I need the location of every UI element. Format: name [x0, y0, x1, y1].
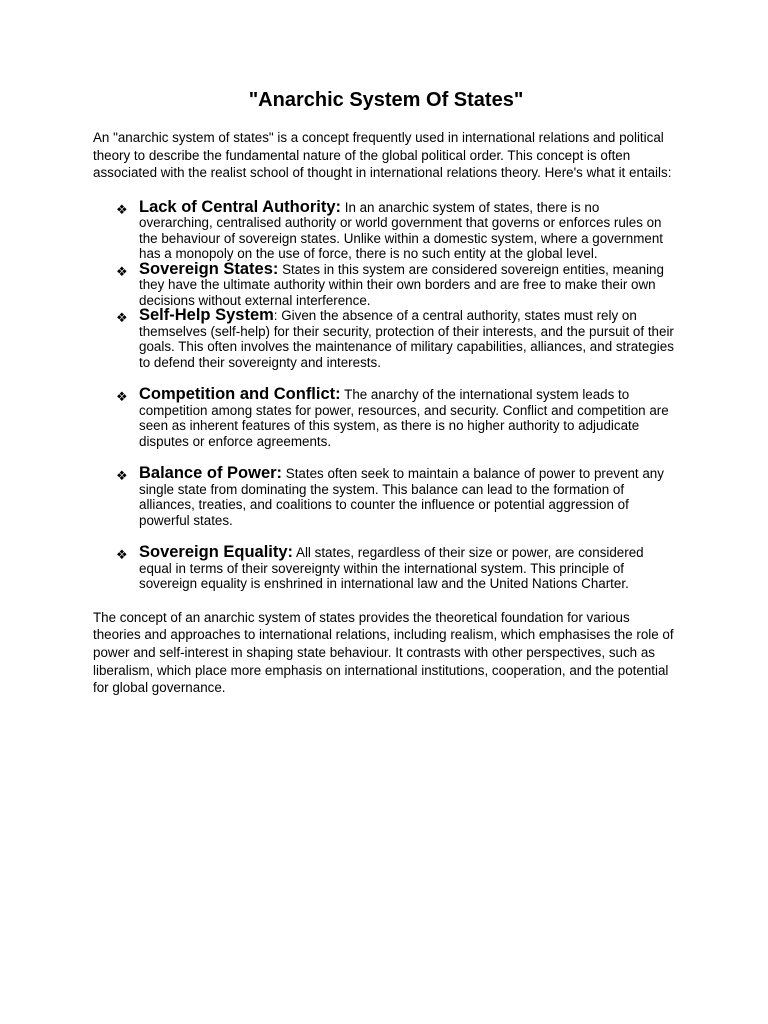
list-item-term: Lack of Central Authority:: [139, 197, 341, 216]
list-item-term: Balance of Power:: [139, 464, 283, 483]
diamond-bullet-icon: ❖: [116, 468, 128, 484]
diamond-bullet-icon: ❖: [116, 201, 128, 217]
conclusion-paragraph: The concept of an anarchic system of states provides the theoretical foundation for various theories and approaches to international relations, including realism, which emphasises the role of power and self-interest in shaping state behaviour. It contrasts with other perspectives, such as liberalism, which place more emphasis on international institutions, cooperation, and the potential for global governance.: [93, 609, 674, 696]
list-item-term: Sovereign States:: [139, 259, 279, 278]
diamond-bullet-icon: ❖: [116, 310, 128, 326]
list-item-term: Sovereign Equality:: [139, 543, 294, 562]
list-item-text: In an anarchic system of states, there is no overarching, centralised authority or world government that governs or enforces rules on the behaviour of sovereign states. Unlike within a domestic system, where a government has a monopoly on the use of force, there is no such entity at the global level.: [139, 199, 663, 262]
list-item-term: Competition and Conflict:: [139, 385, 341, 404]
list-item: [93, 197, 675, 262]
diamond-bullet-icon: ❖: [116, 547, 128, 563]
list-item: [93, 545, 675, 592]
document-page: [93, 84, 675, 697]
list-item: [93, 466, 675, 528]
list-item-text: States often seek to maintain a balance of power to prevent any single state from dominating the system. This balance can lead to the formation of alliances, treaties, and coalitions to counter the influence or potential aggression of powerful states.: [139, 466, 664, 528]
document-title: "Anarchic System Of States": [248, 89, 524, 111]
bullet-list: [93, 197, 675, 592]
list-item: [93, 308, 675, 370]
list-item-term: Self-Help System: [139, 306, 274, 325]
list-item-text: States in this system are considered sovereign entities, meaning they have the ultimate authority within their own borders and are free to make their own decisions without external interference.: [139, 261, 664, 308]
list-item-text: The anarchy of the international system leads to competition among states for power, resources, and security. Conflict and competition are seen as inherent features of this system, as there is no higher authority to adjudicate disputes or enforce agreements.: [139, 387, 669, 449]
list-item: [93, 387, 675, 449]
intro-paragraph: An "anarchic system of states" is a concept frequently used in international relations and political theory to describe the fundamental nature of the global political order. This concept is often associated with the realist school of thought in international relations theory. Here's what it entails:: [93, 130, 672, 181]
list-item-text: : Given the absence of a central authority, states must rely on themselves (self-help) for their security, protection of their interests, and the pursuit of their goals. This often involves the maintenance of military capabilities, alliances, and strategies to defend their sovereignty and interests.: [139, 308, 674, 370]
list-item-text: All states, regardless of their size or power, are considered equal in terms of their sovereignty within the international system. This principle of sovereign equality is enshrined in international law and the United Nations Charter.: [139, 545, 644, 592]
diamond-bullet-icon: ❖: [116, 263, 128, 279]
diamond-bullet-icon: ❖: [116, 389, 128, 405]
list-item: [93, 259, 675, 309]
